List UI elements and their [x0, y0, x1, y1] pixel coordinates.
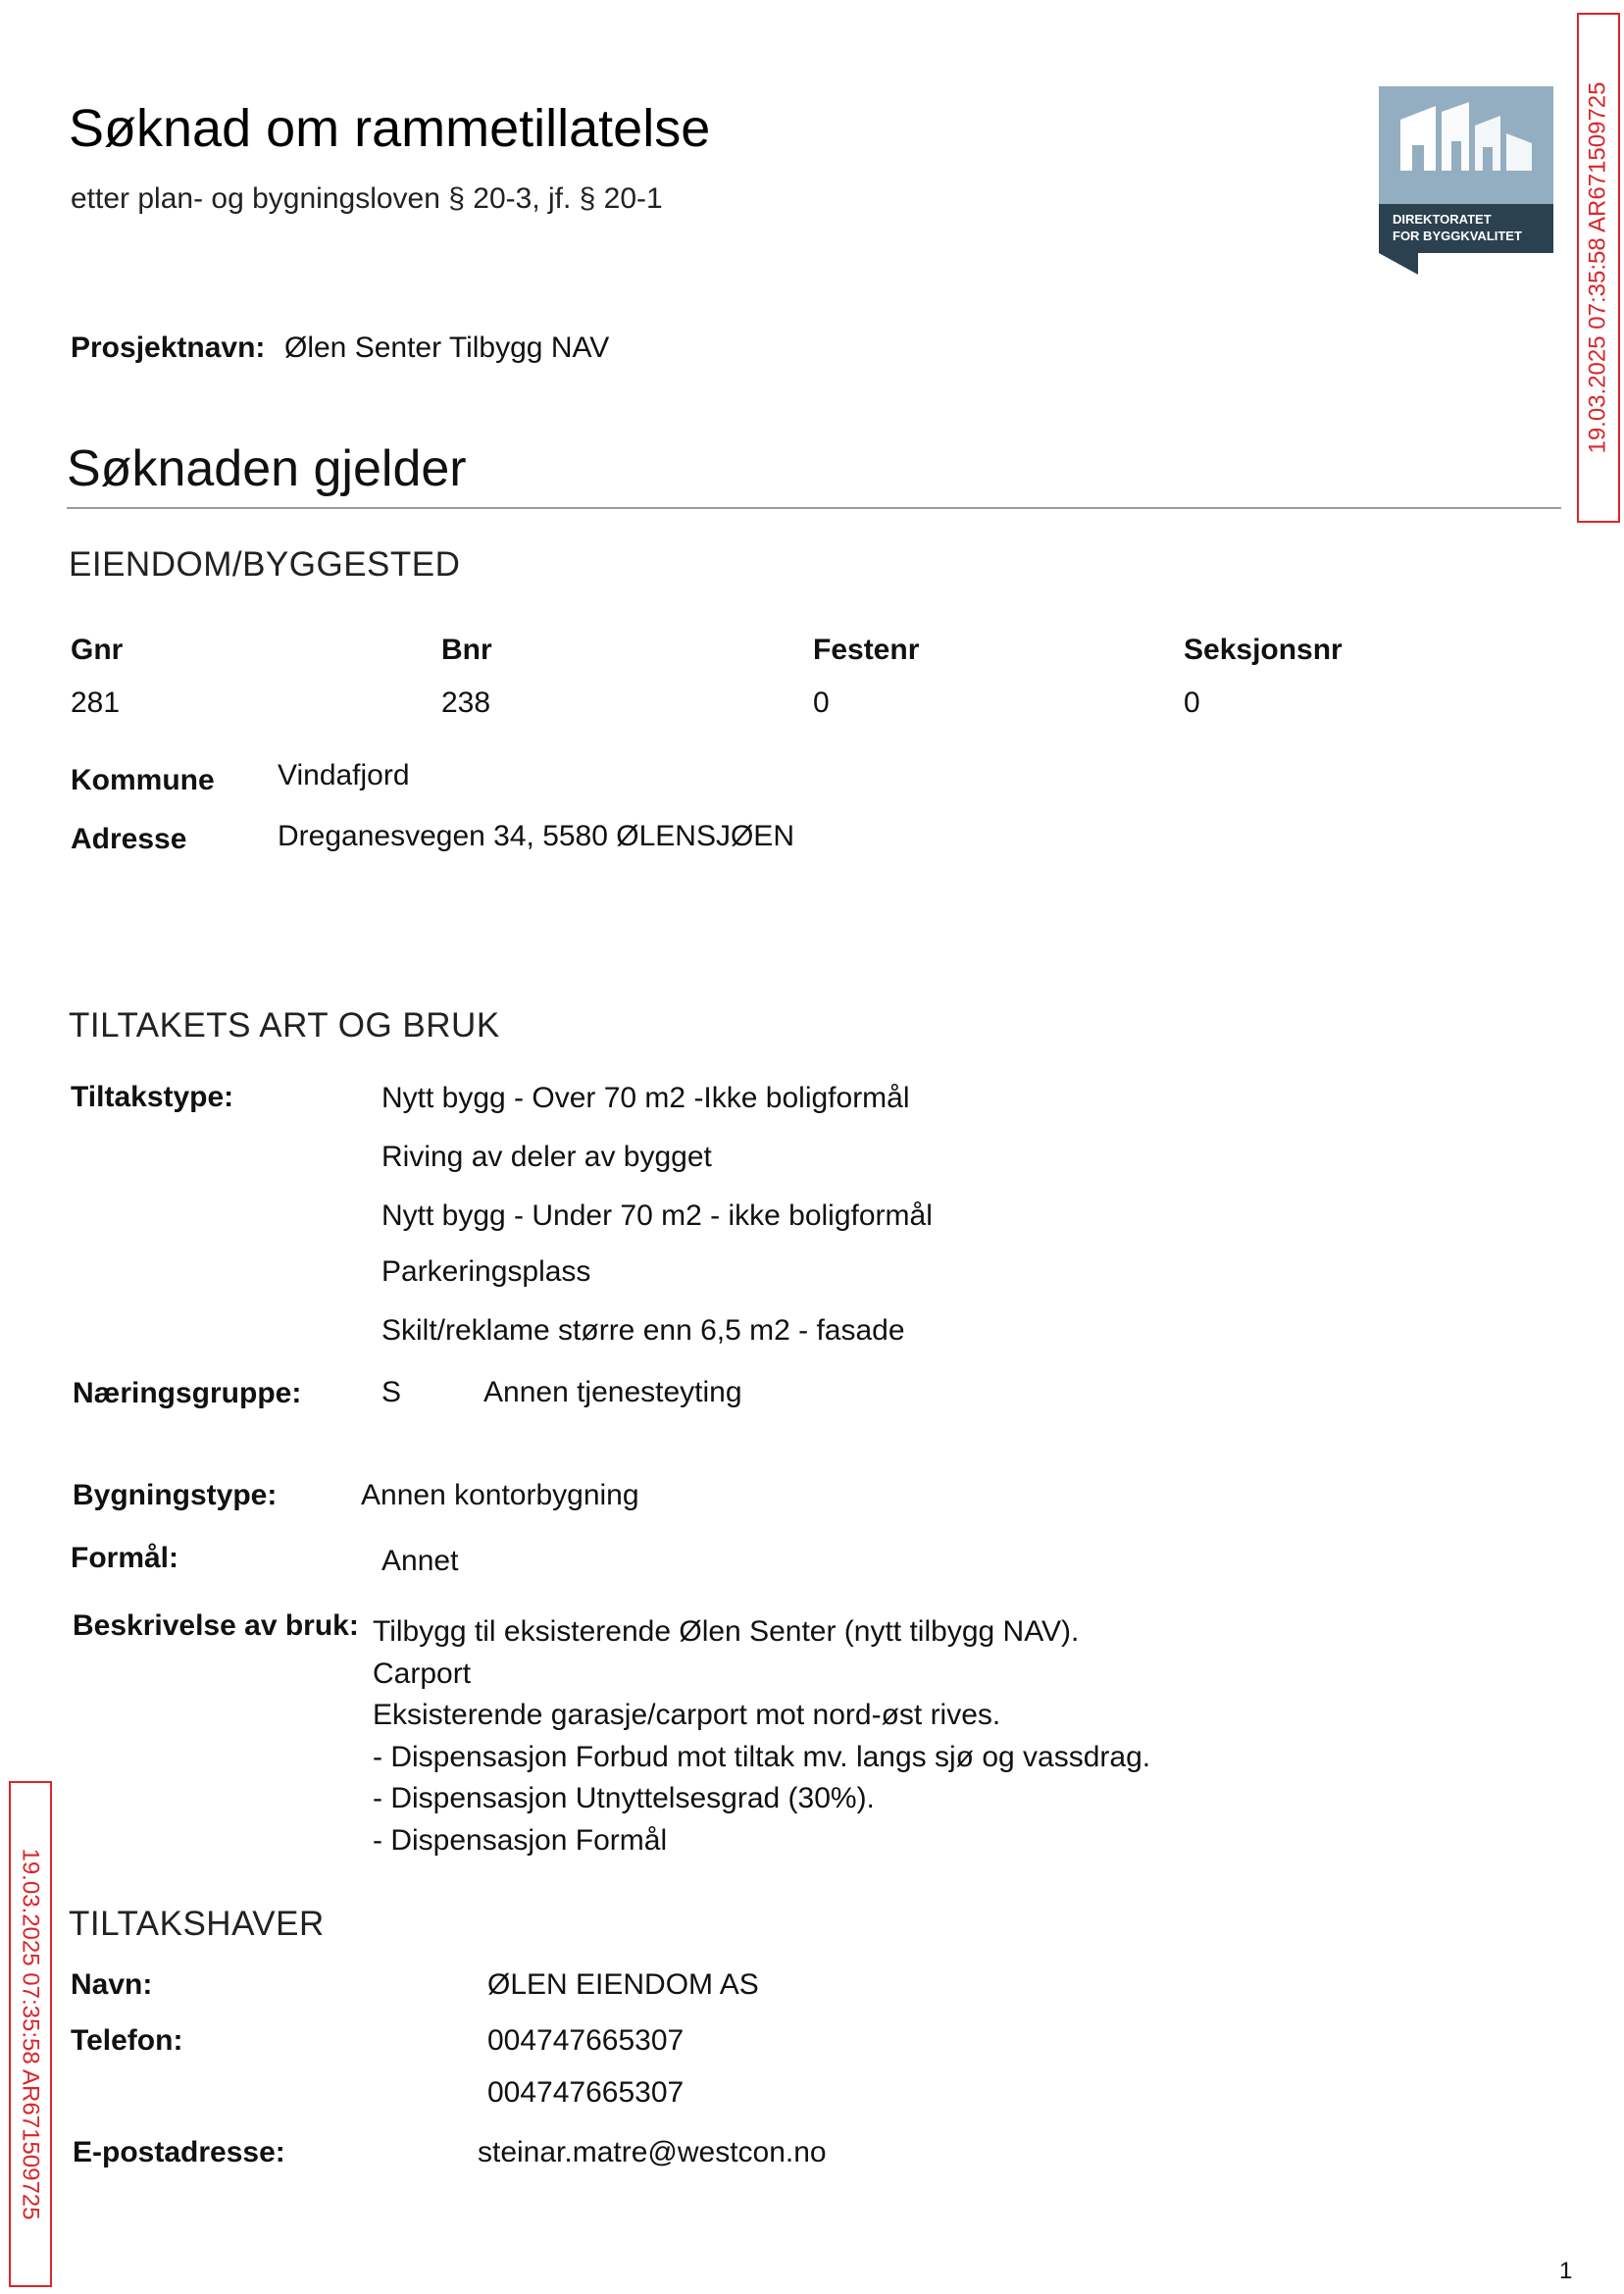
document-subtitle: etter plan- og bygningsloven § 20-3, jf. § 20-1 [71, 182, 663, 215]
seksjonsnr-label: Seksjonsnr [1184, 634, 1343, 666]
beskrivelse-line: Tilbygg til eksisterende Ølen Senter (nytt tilbygg NAV). [373, 1615, 1080, 1648]
festenr-value: 0 [813, 687, 830, 719]
section-title: Søknaden gjelder [67, 440, 467, 497]
naeringsgruppe-code: S [381, 1376, 402, 1408]
adresse-value: Dreganesvegen 34, 5580 ØLENSJØEN [278, 820, 794, 852]
epost-label: E-postadresse: [73, 2136, 285, 2168]
formal-value: Annet [381, 1545, 459, 1577]
dibk-logo [1379, 86, 1553, 275]
tiltakstype-label: Tiltakstype: [71, 1081, 234, 1113]
timestamp-stamp-top [1577, 13, 1620, 523]
page-number: 1 [1559, 2258, 1573, 2284]
naeringsgruppe-value: Annen tjenesteyting [483, 1376, 742, 1408]
telefon-value: 004747665307 [487, 2076, 685, 2109]
tiltakshaver-heading: TILTAKSHAVER [69, 1905, 325, 1943]
tiltakstype-item: Riving av deler av bygget [381, 1141, 712, 1173]
navn-value: ØLEN EIENDOM AS [487, 1968, 759, 2001]
timestamp-stamp-left [9, 1781, 52, 2287]
navn-label: Navn: [71, 1968, 153, 2001]
bygningstype-label: Bygningstype: [73, 1479, 278, 1511]
adresse-label: Adresse [71, 823, 187, 855]
beskrivelse-label: Beskrivelse av bruk: [73, 1609, 359, 1642]
beskrivelse-line: - Dispensasjon Forbud mot tiltak mv. langs sjø og vassdrag. [373, 1740, 1151, 1773]
tiltakstype-item: Nytt bygg - Over 70 m2 -Ikke boligformål [381, 1082, 910, 1114]
festenr-label: Festenr [813, 634, 920, 666]
tiltakstype-item: Nytt bygg - Under 70 m2 - ikke boligformål [381, 1199, 933, 1232]
telefon-value: 004747665307 [487, 2024, 685, 2057]
project-name-label: Prosjektnavn: [71, 331, 266, 364]
bnr-label: Bnr [441, 634, 492, 666]
beskrivelse-line: - Dispensasjon Utnyttelsesgrad (30%). [373, 1782, 875, 1814]
beskrivelse-line: Eksisterende garasje/carport mot nord-øst rives. [373, 1699, 1001, 1731]
bygningstype-value: Annen kontorbygning [361, 1479, 639, 1511]
svg-text:DIREKTORATET: DIREKTORATET [1393, 212, 1492, 227]
kommune-value: Vindafjord [278, 759, 410, 791]
svg-text:FOR BYGGKVALITET: FOR BYGGKVALITET [1393, 229, 1522, 243]
tiltak-heading: TILTAKETS ART OG BRUK [69, 1006, 500, 1045]
tiltakstype-item: Skilt/reklame større enn 6,5 m2 - fasade [381, 1314, 905, 1347]
project-name-value: Ølen Senter Tilbygg NAV [284, 331, 610, 364]
bnr-value: 238 [441, 687, 491, 719]
tiltakstype-item: Parkeringsplass [381, 1255, 591, 1288]
beskrivelse-line: Carport [373, 1657, 472, 1690]
kommune-label: Kommune [71, 764, 215, 796]
beskrivelse-value [373, 1611, 1150, 1861]
seksjonsnr-value: 0 [1184, 687, 1200, 719]
property-heading: EIENDOM/BYGGESTED [69, 545, 461, 584]
telefon-label: Telefon: [71, 2024, 183, 2057]
section-divider [67, 507, 1561, 509]
building-logo-icon [1379, 86, 1553, 275]
naeringsgruppe-label: Næringsgruppe: [73, 1377, 302, 1409]
gnr-label: Gnr [71, 634, 124, 666]
gnr-value: 281 [71, 687, 121, 719]
stamp-text: 19.03.2025 07:35:58 AR671509725 [1585, 81, 1611, 454]
stamp-text: 19.03.2025 07:35:58 AR671509725 [18, 1848, 44, 2220]
beskrivelse-line: - Dispensasjon Formål [373, 1823, 668, 1857]
document-title: Søknad om rammetillatelse [69, 99, 711, 158]
epost-value: steinar.matre@westcon.no [478, 2136, 827, 2168]
formal-label: Formål: [71, 1542, 179, 1574]
